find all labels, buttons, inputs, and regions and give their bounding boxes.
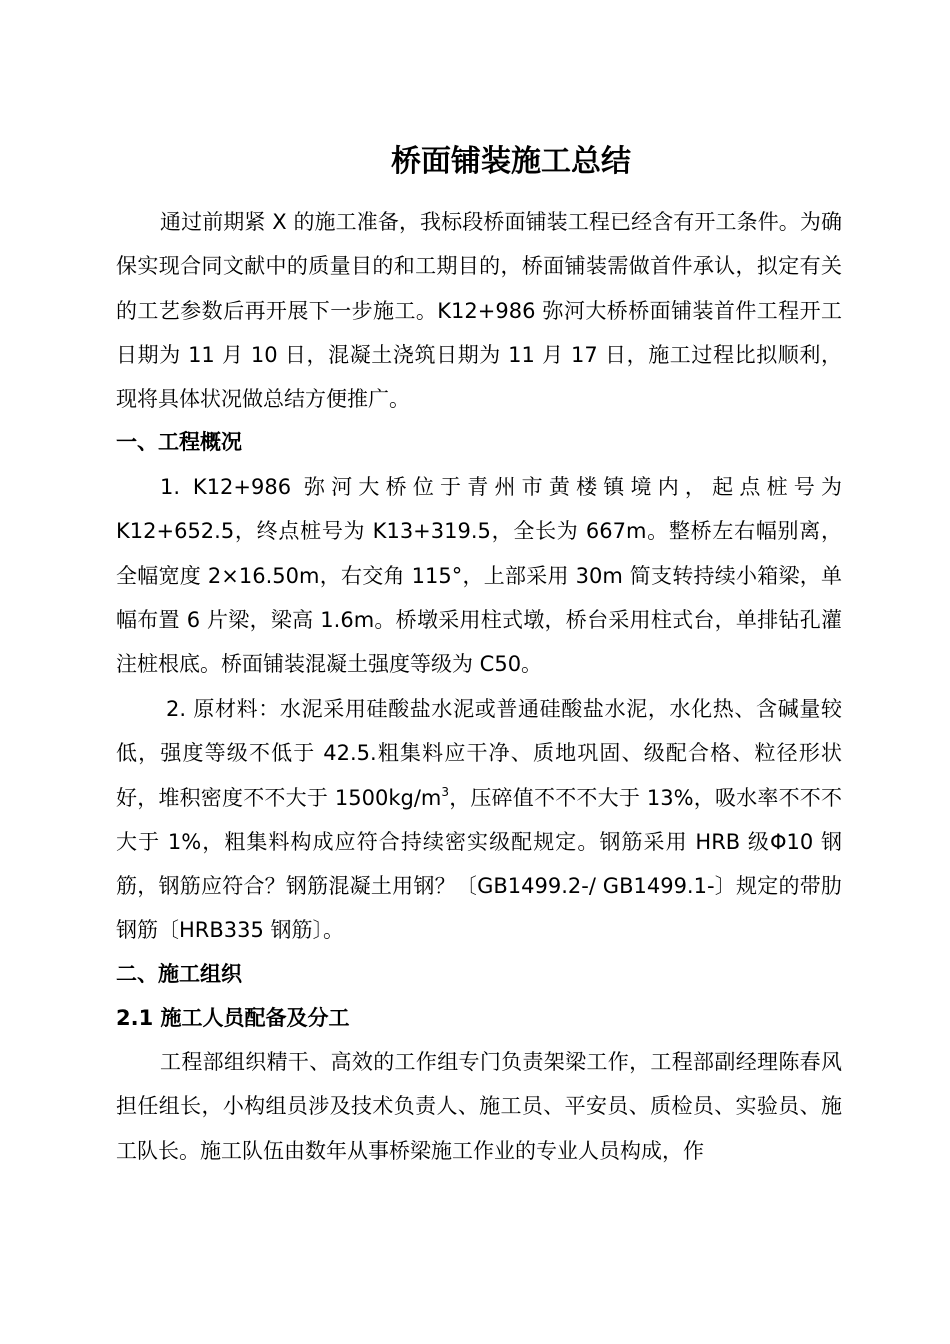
section-2-heading: 二、施工组织: [116, 962, 242, 986]
section-1-item-1-paragraph: 1. K12+986 弥河大桥位于青州市黄楼镇境内，起点桩号为 K12+652.5，终点桩号为 K13+319.5，全长为 667m。整桥左右幅别离，全幅宽度 2×16.50m，右交角 115°，上部采用 30m 简支转持续小箱梁，单幅布置 6 片梁，梁高 1.6m。桥墩采用柱式墩，桥台采用柱式台，单排钻孔灌注桩根底。桥面铺装混凝土强度等级为 C50。: [116, 475, 842, 677]
item-2-text-part-2: ，压碎值不不不大于 13%，吸水率不不不大于 1%，粗集料构成应符合持续密实级配规定。钢筋采用 HRB 级Φ10 钢筋，钢筋应符合？钢筋混凝土用钢？〔GB1499.2-/ GB1499.1-〕规定的带肋钢筋〔HRB335 钢筋〕。: [116, 785, 842, 943]
section-1-item-2-paragraph: [116, 687, 842, 953]
section-1-heading: 一、工程概况: [116, 430, 242, 454]
section-2-1-heading: 2.1 施工人员配备及分工: [116, 1006, 350, 1030]
item-2-text-part-1: 2. 原材料：水泥采用硅酸盐水泥或普通硅酸盐水泥，水化热、含碱量较低，强度等级不低于 42.5.粗集料应干净、质地巩固、级配合格、粒径形状好，堆积密度不不大于 1500kg/m: [116, 697, 842, 810]
document-title: 桥面铺装施工总结: [391, 144, 631, 179]
section-2-1-paragraph: 工程部组织精干、高效的工作组专门负责架梁工作，工程部副经理陈春风担任组长，小构组员涉及技术负责人、施工员、平安员、质检员、实验员、施工队长。施工队伍由数年从事桥梁施工作业的专业人员构成，作: [116, 1050, 842, 1163]
cubic-superscript: 3: [441, 784, 449, 799]
intro-paragraph: 通过前期紧 X 的施工准备，我标段桥面铺装工程已经含有开工条件。为确保实现合同文献中的质量目的和工期目的，桥面铺装需做首件承认，拟定有关的工艺参数后再开展下一步施工。K12+986 弥河大桥桥面铺装首件工程开工日期为 11 月 10 日，混凝土浇筑日期为 11 月 17 日，施工过程比拟顺利，现将具体状况做总结方便推广。: [116, 210, 842, 412]
